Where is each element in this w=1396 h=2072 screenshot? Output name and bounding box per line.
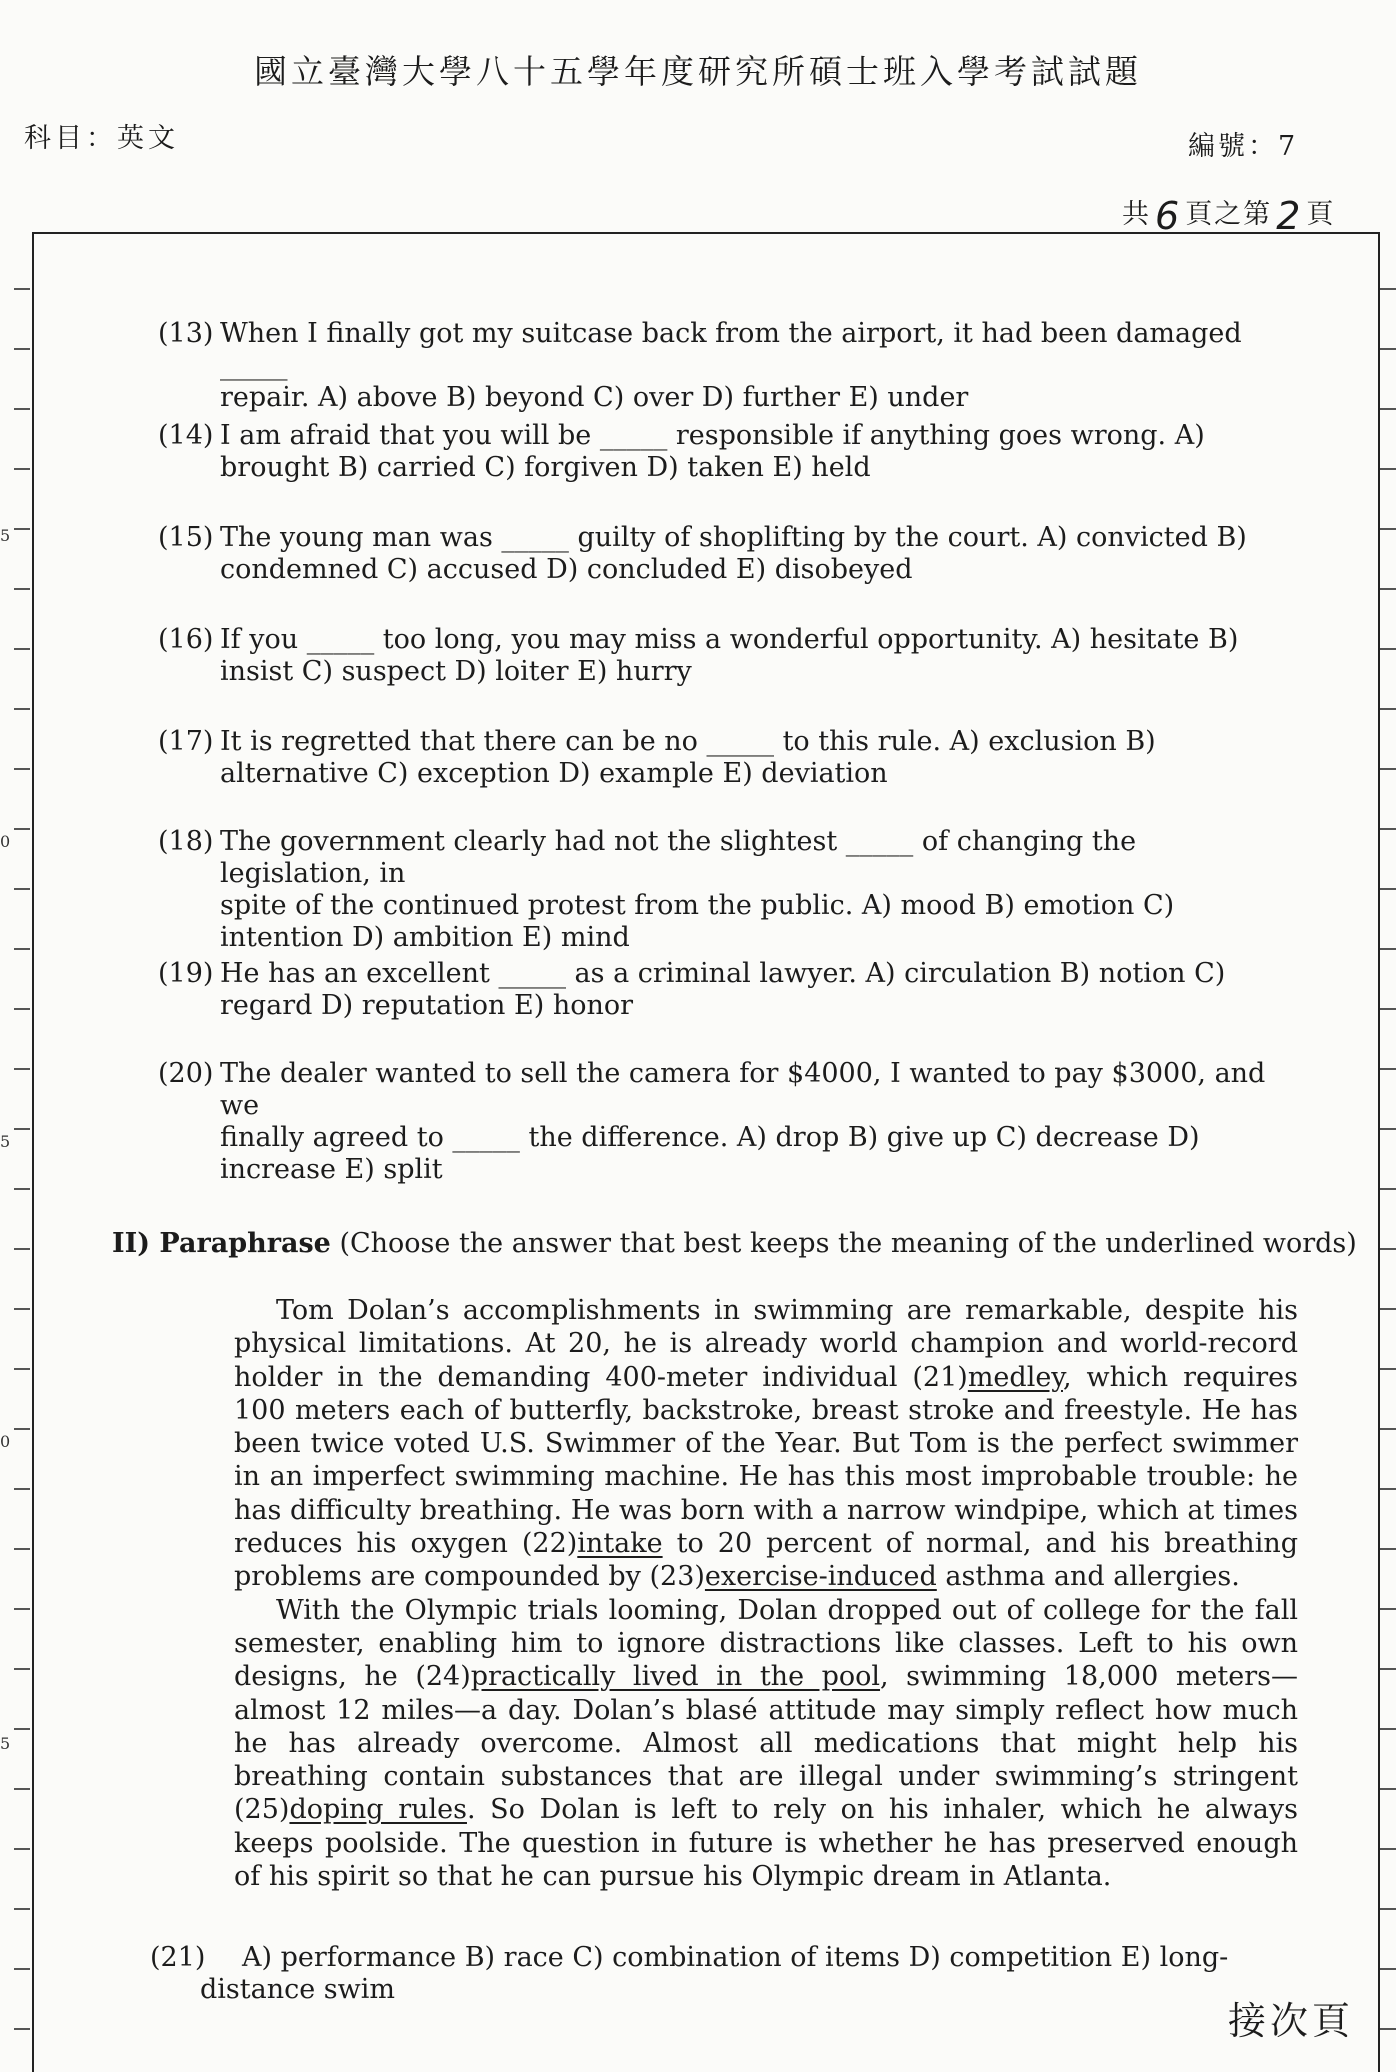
- ruler-tick: [1380, 1308, 1396, 1310]
- margin-number: 0: [0, 832, 11, 851]
- margin-number: 0: [0, 1432, 11, 1451]
- question-line: It is regretted that there can be no _____ to this rule. A) exclusion B): [220, 726, 1156, 757]
- margin-number: 5: [0, 526, 11, 545]
- ruler-tick: [14, 1908, 30, 1910]
- question-line: brought B) carried C) forgiven D) taken E) held: [220, 452, 871, 483]
- question-18: [158, 826, 1278, 954]
- ruler-tick: [14, 948, 30, 950]
- question-14: [158, 420, 1278, 484]
- ruler-tick: [1380, 1128, 1396, 1130]
- passage-text: With the Olympic trials looming, Dolan dropped out of college for the fall semester, enabling him to ignore distractions like classes. Left to his own designs, he (24): [234, 1594, 1298, 1693]
- ruler-tick: [14, 288, 30, 290]
- question-number: (13): [158, 318, 214, 349]
- ruler-tick: [14, 1728, 30, 1730]
- section-instruction: (Choose the answer that best keeps the meaning of the underlined words): [339, 1228, 1357, 1259]
- ruler-tick: [14, 1128, 30, 1130]
- ruler-tick: [1380, 528, 1396, 530]
- question-line: spite of the continued protest from the public. A) mood B) emotion C): [220, 890, 1175, 921]
- ruler-tick: [1380, 828, 1396, 830]
- ruler-tick: [14, 2028, 30, 2030]
- ruler-tick: [14, 1068, 30, 1070]
- exam-code: 編號：7: [1188, 131, 1299, 162]
- section-heading: [112, 1228, 1357, 1259]
- underlined-term: doping rules: [289, 1794, 467, 1826]
- ruler-tick: [14, 1308, 30, 1310]
- ruler-tick: [1380, 1488, 1396, 1490]
- question-line: repair. A) above B) beyond C) over D) further E) under: [220, 382, 969, 413]
- option-line: A) performance B) race C) combination of items D) competition E) long-: [242, 1942, 1229, 1973]
- ruler-tick: [14, 468, 30, 470]
- passage-text: , which requires 100 meters each of butterfly, backstroke, breast stroke and freestyle. He has been twice voted U.S. Swimmer of the Year. But Tom is the perfect swimmer in an imperfect swimming machine. He has this most improbable trouble: he has difficulty breathing. He was born with a narrow windpipe, which at times reduces his oxygen (22): [234, 1361, 1298, 1560]
- ruler-tick: [14, 1788, 30, 1790]
- underlined-term: practically lived in the pool: [470, 1661, 881, 1693]
- option-line: distance swim: [200, 1974, 395, 2005]
- ruler-tick: [14, 1428, 30, 1430]
- ruler-tick: [1380, 1908, 1396, 1910]
- ruler-tick: [1380, 408, 1396, 410]
- ruler-tick: [1380, 648, 1396, 650]
- ruler-tick: [1380, 288, 1396, 290]
- question-line: I am afraid that you will be _____ responsible if anything goes wrong. A): [220, 420, 1205, 451]
- ruler-tick: [1380, 768, 1396, 770]
- question-number: (18): [158, 826, 214, 857]
- exam-title: 國立臺灣大學八十五學年度研究所碩士班入學考試試題: [254, 52, 1142, 91]
- question-number: (16): [158, 624, 214, 655]
- ruler-tick: [1380, 888, 1396, 890]
- question-line: insist C) suspect D) loiter E) hurry: [220, 656, 692, 687]
- underlined-term: exercise-induced: [704, 1561, 937, 1593]
- question-21-options: [150, 1942, 1290, 2006]
- question-line: The dealer wanted to sell the camera for $4000, I wanted to pay $3000, and we: [220, 1058, 1266, 1121]
- question-20: [158, 1058, 1278, 1186]
- ruler-tick: [1380, 1188, 1396, 1190]
- ruler-tick: [1380, 1788, 1396, 1790]
- margin-number: 5: [0, 1132, 11, 1151]
- pages-prefix: 共: [1122, 199, 1151, 230]
- question-number: (14): [158, 420, 214, 451]
- ruler-tick: [1380, 1368, 1396, 1370]
- page-indicator: [1122, 188, 1336, 238]
- ruler-tick: [14, 1548, 30, 1550]
- pages-suffix: 頁: [1306, 199, 1336, 230]
- pages-current: 2: [1276, 194, 1303, 238]
- margin-number: 5: [0, 1734, 11, 1753]
- continued-next-page: 接次頁: [1228, 1999, 1355, 2043]
- ruler-tick: [14, 828, 30, 830]
- ruler-tick: [14, 888, 30, 890]
- ruler-tick: [1380, 588, 1396, 590]
- underlined-term: intake: [577, 1528, 663, 1560]
- question-line: The government clearly had not the slightest _____ of changing the legislation, in: [220, 826, 1137, 889]
- passage-text: Tom Dolan’s accomplishments in swimming are remarkable, despite his physical limitations. At 20, he is already world champion and world-record holder in the demanding 400-meter individual (21): [234, 1295, 1298, 1393]
- right-margin-ruler: [1380, 232, 1396, 2032]
- section-label: II) Paraphrase: [112, 1228, 331, 1259]
- question-19: [158, 958, 1278, 1022]
- ruler-tick: [1380, 1668, 1396, 1670]
- question-line: condemned C) accused D) concluded E) disobeyed: [220, 554, 913, 585]
- ruler-tick: [1380, 1248, 1396, 1250]
- question-15: [158, 522, 1278, 586]
- passage-paragraph: [234, 1594, 1298, 1894]
- question-number: (21): [150, 1942, 206, 1973]
- ruler-tick: [14, 408, 30, 410]
- subject-label: 科目：英文: [24, 123, 179, 154]
- passage-text: asthma and allergies.: [936, 1561, 1240, 1593]
- ruler-tick: [1380, 948, 1396, 950]
- question-17: [158, 726, 1278, 790]
- ruler-tick: [1380, 468, 1396, 470]
- ruler-tick: [14, 1968, 30, 1970]
- passage-text: , swimming 18,000 meters—almost 12 miles—a day. Dolan’s blasé attitude may simply reflect how much he has already overcome. Almost all medications that might help his breathing contain substances that are illegal under swimming’s stringent (25): [234, 1661, 1298, 1826]
- ruler-tick: [14, 708, 30, 710]
- ruler-tick: [14, 1188, 30, 1190]
- reading-passage: [234, 1294, 1298, 1893]
- passage-paragraph: [234, 1294, 1298, 1594]
- ruler-tick: [1380, 1728, 1396, 1730]
- ruler-tick: [1380, 1068, 1396, 1070]
- ruler-tick: [1380, 2028, 1396, 2030]
- question-line: increase E) split: [220, 1154, 443, 1185]
- question-number: (20): [158, 1058, 214, 1089]
- question-number: (19): [158, 958, 214, 989]
- question-line: When I finally got my suitcase back from the airport, it had been damaged _____: [220, 318, 1242, 381]
- ruler-tick: [14, 588, 30, 590]
- left-margin-ruler: [14, 232, 32, 2032]
- ruler-tick: [14, 1008, 30, 1010]
- ruler-tick: [1380, 1608, 1396, 1610]
- ruler-tick: [1380, 1428, 1396, 1430]
- pages-middle: 頁之第: [1185, 199, 1273, 230]
- passage-text: . So Dolan is left to rely on his inhaler, which he always keeps poolside. The question in future is whether he has preserved enough of his spirit so that he can pursue his Olympic dream in Atlanta.: [234, 1794, 1298, 1893]
- ruler-tick: [14, 1368, 30, 1370]
- pages-total: 6: [1155, 194, 1182, 238]
- ruler-tick: [14, 768, 30, 770]
- ruler-tick: [1380, 708, 1396, 710]
- question-number: (15): [158, 522, 214, 553]
- question-number: (17): [158, 726, 214, 757]
- question-line: He has an excellent _____ as a criminal lawyer. A) circulation B) notion C): [220, 958, 1226, 989]
- question-line: If you _____ too long, you may miss a wonderful opportunity. A) hesitate B): [220, 624, 1239, 655]
- question-line: regard D) reputation E) honor: [220, 990, 634, 1021]
- ruler-tick: [14, 1248, 30, 1250]
- question-16: [158, 624, 1278, 688]
- ruler-tick: [14, 528, 30, 530]
- underlined-term: medley: [967, 1361, 1063, 1393]
- question-13: [158, 318, 1278, 414]
- ruler-tick: [14, 348, 30, 350]
- ruler-tick: [14, 648, 30, 650]
- question-line: finally agreed to _____ the difference. A) drop B) give up C) decrease D): [220, 1122, 1200, 1153]
- ruler-tick: [1380, 1008, 1396, 1010]
- question-line: intention D) ambition E) mind: [220, 922, 630, 953]
- ruler-tick: [14, 1488, 30, 1490]
- ruler-tick: [14, 1848, 30, 1850]
- question-line: The young man was _____ guilty of shoplifting by the court. A) convicted B): [220, 522, 1247, 553]
- question-line: alternative C) exception D) example E) deviation: [220, 758, 888, 789]
- ruler-tick: [1380, 1848, 1396, 1850]
- ruler-tick: [1380, 348, 1396, 350]
- passage-text: to 20 percent of normal, and his breathing problems are compounded by (23): [234, 1528, 1299, 1593]
- ruler-tick: [14, 1668, 30, 1670]
- ruler-tick: [1380, 1968, 1396, 1970]
- ruler-tick: [14, 1608, 30, 1610]
- ruler-tick: [1380, 1548, 1396, 1550]
